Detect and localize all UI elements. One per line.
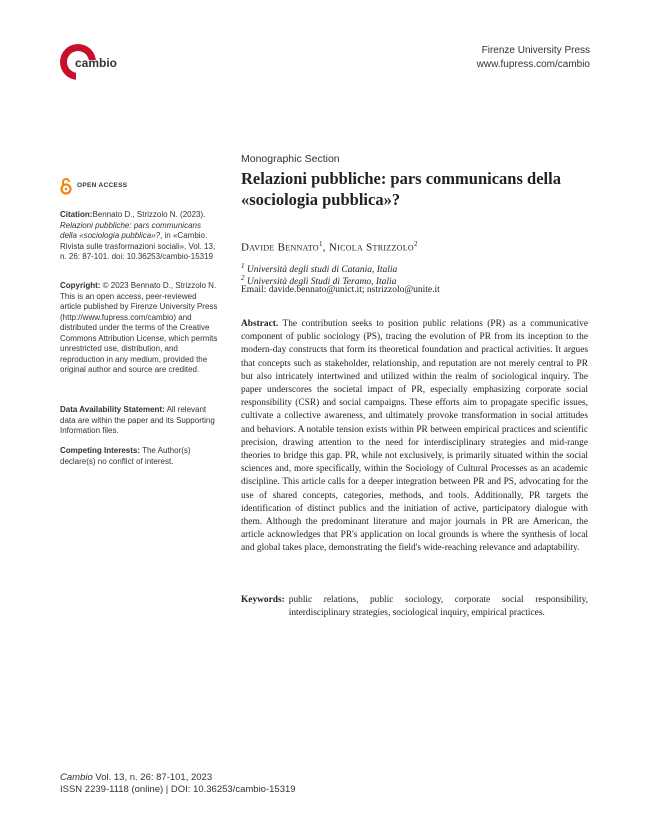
data-availability-block [60, 405, 220, 437]
author-2: Nicola Strizzolo [328, 241, 415, 254]
citation-label: Citation: [60, 210, 93, 219]
availability-text: All relevant data are within the paper and its Supporting Information files. [60, 405, 215, 435]
publisher-name: Firenze University Press [481, 45, 590, 56]
footer-line-1 [60, 772, 296, 784]
copyright-text: © 2023 Bennato D., Strizzolo N. This is an open access, peer-reviewed article published by Firenze University Press (http://www.fupress.com/cambio) and distributed under the terms of the Creative Commons Attribution License, which permits unrestricted use, distribution, and reproduction in any medium, provided the original author and source are credited. [60, 281, 218, 374]
keywords [241, 594, 588, 620]
footer [60, 772, 296, 796]
footer-journal: Cambio [60, 772, 93, 783]
affiliation-2-text: Università degli Studi di Teramo, Italia [246, 277, 397, 288]
affiliation-2-sup: 2 [241, 274, 245, 282]
section-label: Monographic Section [241, 153, 340, 165]
competing-label: Competing Interests: [60, 446, 141, 455]
copyright-block [60, 281, 220, 376]
cambio-logo-text: cambio [75, 56, 118, 70]
competing-text: The Author(s) declare(s) no conflict of interest. [60, 446, 191, 466]
author-separator: , [322, 241, 329, 254]
citation-authors: Bennato D., Strizzolo N. (2023). [92, 210, 206, 219]
author-1-sup: 1 [318, 240, 323, 248]
open-access-badge [60, 177, 220, 195]
citation-block [60, 210, 220, 263]
affiliation-1-sup: 1 [241, 262, 245, 270]
publisher-url[interactable]: www.fupress.com/cambio [476, 59, 590, 70]
abstract-label: Abstract. [241, 319, 279, 329]
footer-line-2: ISSN 2239-1118 (online) | DOI: 10.36253/cambio-15319 [60, 784, 296, 795]
article-title: Relazioni pubbliche: pars communicans della «sociologia pubblica»? [241, 169, 561, 209]
cambio-logo [58, 42, 118, 82]
footer-volume: Vol. 13, n. 26: 87-101, 2023 [92, 772, 213, 783]
publisher-info [477, 44, 590, 72]
availability-label: Data Availability Statement: [60, 405, 165, 414]
keywords-label: Keywords: [241, 595, 285, 605]
open-access-label: OPEN ACCESS [77, 181, 128, 189]
authors-line [241, 240, 588, 254]
citation-title: Relazioni pubbliche: pars communicans della «sociologia pubblica»? [60, 220, 201, 240]
affiliation-1-text: Università degli studi di Catania, Italia [246, 265, 398, 276]
copyright-label: Copyright: [60, 281, 101, 290]
citation-rest: , in «Cambio. Rivista sulle trasformazioni sociali», Vol. 13, n. 26: 87-101. doi: 10.36253/cambio-15319 [60, 231, 216, 261]
author-2-sup: 2 [414, 240, 418, 248]
email-line: Email: davide.bennato@unict.it; nstrizzolo@unite.it [241, 285, 440, 295]
competing-interests-block [60, 446, 220, 467]
abstract-text: The contribution seeks to position public relations (PR) as a communicative component of public sociology (PS), tracing the evolution of PR from its inception to the modern-day constructs that form its theoretical foundation and practical activities. It argues that concepts such as stakeholder, relationship, and reputation are not merely central to PR but also intricately intertwined and utilized within the realm of sociological inquiry. The paper underscores the societal impact of PR, especially emphasizing corporate social responsibility (CSR) and social campaigns. These efforts aim to propagate specific issues, cultivate a collective awareness, and ultimately provoke transformation in social attitudes and behaviors. A notable tension exists within PR between empirical practices and scientific precision, drawing attention to the need for interdisciplinary strategies and mid-range theories to bridge this gap. PR, while not exclusively, is primarily situated within the social sciences and, more specifically, within the Sociology of Cultural Processes as an academic discipline. This article calls for a deeper integration between PR and PS, advocating for the use of shared concepts, categories, methods, and tools. Additionally, PR targets the identification of distinct publics and the initiation of active, participatory dialogue with them. Although the predominant literature and major journals in PR are American, the article acknowledges that PR's application on local grounds is where the synthesis of local and global takes place, demonstrating the field's wide-reaching relevance and adaptability. [241, 319, 588, 554]
open-access-icon [60, 177, 72, 195]
keywords-text: public relations, public sociology, corporate social responsibility, interdisciplinary strategies, sociological inquiry, empirical practices. [288, 595, 588, 619]
author-1: Davide Bennato [241, 241, 319, 254]
abstract [241, 318, 588, 556]
